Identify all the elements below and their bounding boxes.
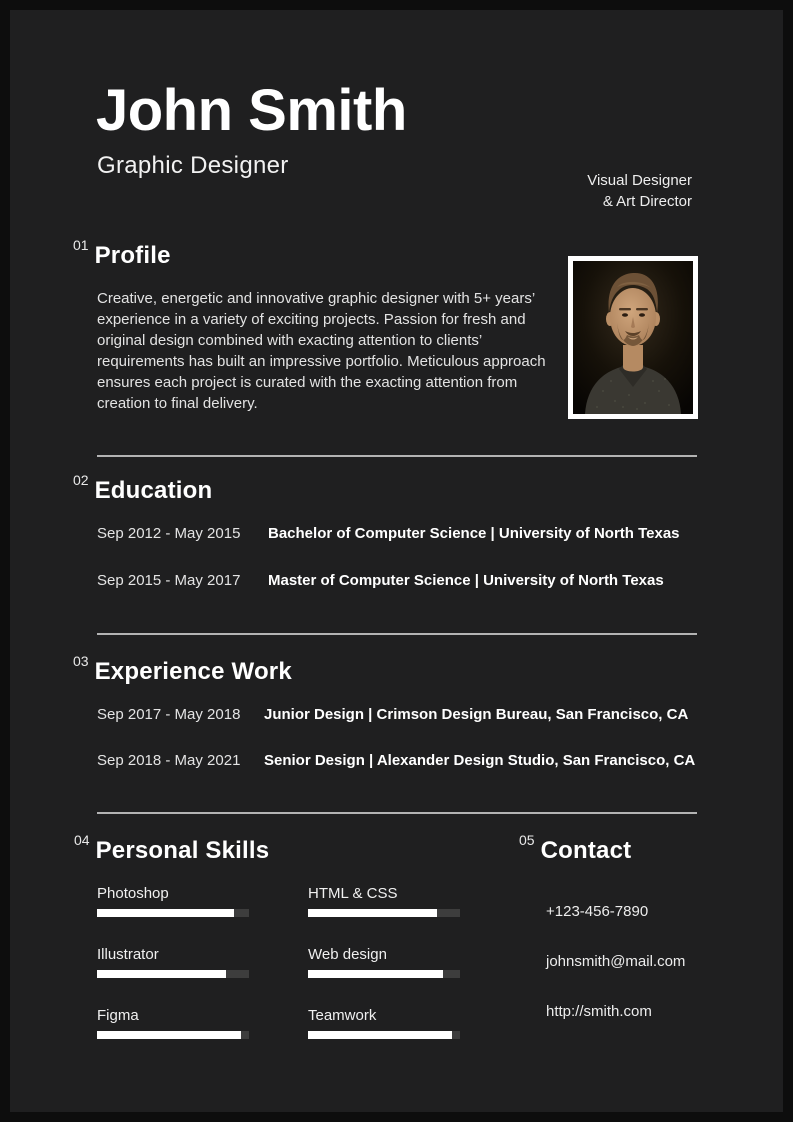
skill-bar <box>308 909 460 917</box>
contact-website: http://smith.com <box>546 1003 652 1020</box>
skill-bar <box>97 1031 249 1039</box>
tagline-line-2: & Art Director <box>602 193 692 210</box>
skill-item <box>308 1007 460 1039</box>
experience-heading <box>73 653 695 686</box>
contact-email: johnsmith@mail.com <box>546 953 686 970</box>
section-title: Profile <box>94 242 171 269</box>
person-tagline <box>587 170 692 212</box>
section-experience <box>73 653 696 798</box>
skills-heading <box>74 832 460 865</box>
skill-bar-fill <box>308 909 437 917</box>
skill-label: Photoshop <box>97 885 169 902</box>
section-personal-skills <box>74 832 460 1039</box>
profile-text: Creative, energetic and innovative graphic designer with 5+ years’ experience in a variety of exciting projects. Passion for fresh and original design combined with exacting attention to clients’ requirements has built an impressive portfolio. Meticulous approach ensures each project is curated with the exacting attention from creation to final delivery. <box>97 290 546 412</box>
profile-photo <box>568 256 698 419</box>
contact-phone: +123-456-7890 <box>546 903 649 920</box>
section-title: Experience Work <box>94 658 292 685</box>
experience-dates: Sep 2017 - May 2018 <box>97 706 241 723</box>
skill-bar-fill <box>97 970 226 978</box>
education-entry <box>97 572 680 589</box>
skill-bar-fill <box>308 1031 452 1039</box>
contact-list <box>546 903 685 1020</box>
experience-entry <box>97 752 695 769</box>
skill-bar <box>308 970 460 978</box>
skill-bar <box>97 909 249 917</box>
skill-label: Illustrator <box>97 946 159 963</box>
section-profile <box>73 237 549 414</box>
skill-item <box>308 946 460 978</box>
section-education <box>73 472 680 619</box>
divider <box>97 455 697 457</box>
portrait-illustration <box>573 261 693 414</box>
skill-item <box>97 1007 249 1039</box>
section-contact <box>519 832 686 1020</box>
section-number: 03 <box>73 653 89 669</box>
person-role: Graphic Designer <box>97 152 289 179</box>
education-dates: Sep 2015 - May 2017 <box>97 572 241 589</box>
section-number: 02 <box>73 472 89 488</box>
divider <box>97 812 697 814</box>
skill-label: Web design <box>308 946 387 963</box>
section-number: 05 <box>519 832 535 848</box>
skill-bar-fill <box>308 970 443 978</box>
skill-label: HTML & CSS <box>308 885 398 902</box>
skill-item <box>308 885 460 917</box>
skills-grid <box>97 885 460 1039</box>
skill-bar-fill <box>97 909 234 917</box>
skill-bar-fill <box>97 1031 241 1039</box>
tagline-line-1: Visual Designer <box>587 172 692 189</box>
section-number: 01 <box>73 237 89 253</box>
experience-dates: Sep 2018 - May 2021 <box>97 752 241 769</box>
section-title: Contact <box>540 837 632 864</box>
education-entry <box>97 525 680 542</box>
resume-inner <box>10 10 783 1112</box>
skill-bar <box>97 970 249 978</box>
skill-bar <box>308 1031 460 1039</box>
education-description: Bachelor of Computer Science | University of North Texas <box>268 525 680 542</box>
skill-label: Figma <box>97 1007 139 1024</box>
education-description: Master of Computer Science | University of North Texas <box>268 572 664 589</box>
education-heading <box>73 472 680 505</box>
profile-heading <box>73 237 549 270</box>
person-name: John Smith <box>96 78 407 143</box>
skill-label: Teamwork <box>308 1007 377 1024</box>
divider <box>97 633 697 635</box>
section-number: 04 <box>74 832 90 848</box>
experience-description: Senior Design | Alexander Design Studio, San Francisco, CA <box>264 752 696 769</box>
experience-description: Junior Design | Crimson Design Bureau, San Francisco, CA <box>264 706 689 723</box>
education-dates: Sep 2012 - May 2015 <box>97 525 241 542</box>
section-title: Personal Skills <box>95 837 270 864</box>
contact-heading <box>519 832 685 865</box>
section-title: Education <box>94 477 213 504</box>
experience-entry <box>97 706 695 723</box>
skill-item <box>97 885 249 917</box>
skill-item <box>97 946 249 978</box>
